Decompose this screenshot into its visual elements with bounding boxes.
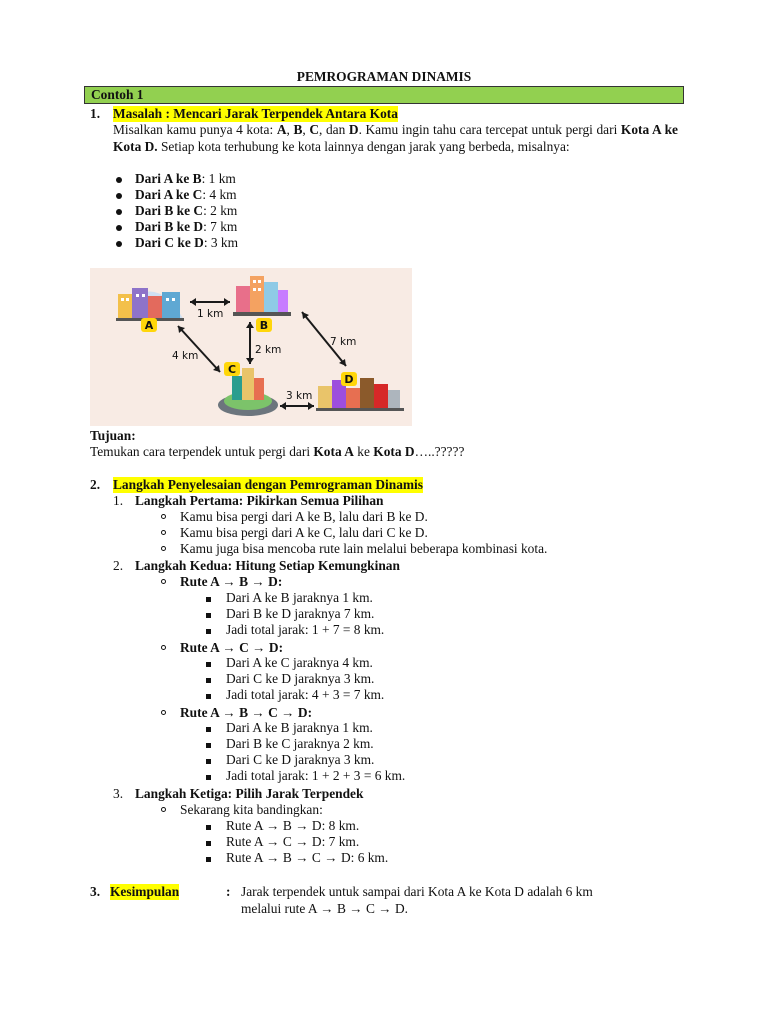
square-bullet-icon [206, 857, 211, 862]
node-d: D [344, 373, 354, 386]
city-b-icon [233, 276, 291, 316]
step-2-title: Langkah Kedua: Hitung Setiap Kemungkinan [135, 558, 400, 573]
edge-item: Dari B ke C: 2 km [135, 203, 238, 218]
section-3-number: 3. [90, 884, 101, 899]
edge-item: Dari A ke C: 4 km [135, 187, 237, 202]
city-a-icon [116, 288, 184, 321]
list-item: Rute A → C → D: 7 km. [226, 834, 360, 849]
list-item: Jadi total jarak: 1 + 7 = 8 km. [226, 622, 385, 637]
problem-paragraph: Misalkan kamu punya 4 kota: A, B, C, dan D. Kamu ingin tahu cara tercepat untuk pergi dari Kota A ke Kota D. Setiap kota terhubung ke kota lainnya dengan jarak yang berbeda, misalnya: [113, 122, 678, 154]
edge-label-bc: 2 km [255, 344, 282, 356]
list-item: Kamu juga bisa mencoba rute lain melalui beberapa kombinasi kota. [180, 541, 548, 556]
goal-label: Tujuan: [90, 428, 136, 443]
square-bullet-icon [206, 629, 211, 634]
circle-bullet-icon [161, 530, 166, 535]
section-3-heading: Kesimpulan [110, 884, 180, 899]
example-header: Contoh 1 [84, 86, 684, 104]
list-item: Jadi total jarak: 1 + 2 + 3 = 6 km. [226, 768, 406, 783]
step-3-number: 3. [113, 786, 124, 801]
step-1-number: 1. [113, 493, 124, 508]
circle-bullet-icon [161, 546, 166, 551]
step-3-title: Langkah Ketiga: Pilih Jarak Terpendek [135, 786, 364, 801]
bullet-icon [116, 241, 122, 247]
route-title: Rute A → C → D: [180, 640, 284, 655]
node-b: B [259, 319, 269, 332]
edge-item: Dari A ke B: 1 km [135, 171, 236, 186]
list-item: Kamu bisa pergi dari A ke C, lalu dari C ke D. [180, 525, 428, 540]
square-bullet-icon [206, 743, 211, 748]
circle-bullet-icon [161, 807, 166, 812]
edge-item: Dari B ke D: 7 km [135, 219, 238, 234]
edge-label-cd: 3 km [286, 390, 313, 402]
route-title: Rute A → B → D: [180, 574, 283, 589]
square-bullet-icon [206, 694, 211, 699]
route-title: Rute A → B → C → D: [180, 705, 313, 720]
circle-bullet-icon [161, 710, 166, 715]
city-d-icon [316, 378, 404, 411]
list-item: Rute A → B → C → D: 6 km. [226, 850, 389, 865]
list-item: Dari C ke D jaraknya 3 km. [226, 752, 375, 767]
square-bullet-icon [206, 775, 211, 780]
goal-text: Temukan cara terpendek untuk pergi dari Kota A ke Kota D…..????? [90, 444, 465, 459]
bullet-icon [116, 177, 122, 183]
square-bullet-icon [206, 727, 211, 732]
square-bullet-icon [206, 597, 211, 602]
bullet-icon [116, 193, 122, 199]
node-c: C [227, 363, 237, 376]
edge-label-ac: 4 km [172, 350, 199, 362]
section-2-number: 2. [90, 477, 101, 492]
square-bullet-icon [206, 841, 211, 846]
node-a: A [144, 319, 154, 332]
list-item: Dari A ke B jaraknya 1 km. [226, 590, 373, 605]
city-map-illustration [90, 268, 412, 426]
edge-label-ab: 1 km [197, 308, 224, 320]
square-bullet-icon [206, 759, 211, 764]
circle-bullet-icon [161, 579, 166, 584]
square-bullet-icon [206, 825, 211, 830]
list-item: Dari C ke D jaraknya 3 km. [226, 671, 375, 686]
conclusion-line-2: melalui rute A → B → C → D. [241, 901, 409, 916]
circle-bullet-icon [161, 645, 166, 650]
edge-item: Dari C ke D: 3 km [135, 235, 239, 250]
list-item: Dari A ke B jaraknya 1 km. [226, 720, 373, 735]
square-bullet-icon [206, 678, 211, 683]
conclusion-line-1: Jarak terpendek untuk sampai dari Kota A ke Kota D adalah 6 km [241, 884, 593, 899]
conclusion-colon: : [226, 884, 231, 899]
section-2-heading: Langkah Penyelesaian dengan Pemrograman Dinamis [113, 477, 423, 492]
circle-bullet-icon [161, 514, 166, 519]
section-1-number: 1. [90, 106, 101, 121]
list-item: Dari B ke D jaraknya 7 km. [226, 606, 375, 621]
square-bullet-icon [206, 613, 211, 618]
step-2-number: 2. [113, 558, 124, 573]
list-item: Sekarang kita bandingkan: [180, 802, 323, 817]
list-item: Jadi total jarak: 4 + 3 = 7 km. [226, 687, 385, 702]
section-1-heading: Masalah : Mencari Jarak Terpendek Antara Kota [113, 106, 398, 121]
list-item: Rute A → B → D: 8 km. [226, 818, 360, 833]
step-1-title: Langkah Pertama: Pikirkan Semua Pilihan [135, 493, 384, 508]
list-item: Kamu bisa pergi dari A ke B, lalu dari B ke D. [180, 509, 428, 524]
bullet-icon [116, 225, 122, 231]
page-title: PEMROGRAMAN DINAMIS [296, 69, 472, 84]
edge-label-bd: 7 km [330, 336, 357, 348]
list-item: Dari A ke C jaraknya 4 km. [226, 655, 373, 670]
bullet-icon [116, 209, 122, 215]
list-item: Dari B ke C jaraknya 2 km. [226, 736, 374, 751]
square-bullet-icon [206, 662, 211, 667]
